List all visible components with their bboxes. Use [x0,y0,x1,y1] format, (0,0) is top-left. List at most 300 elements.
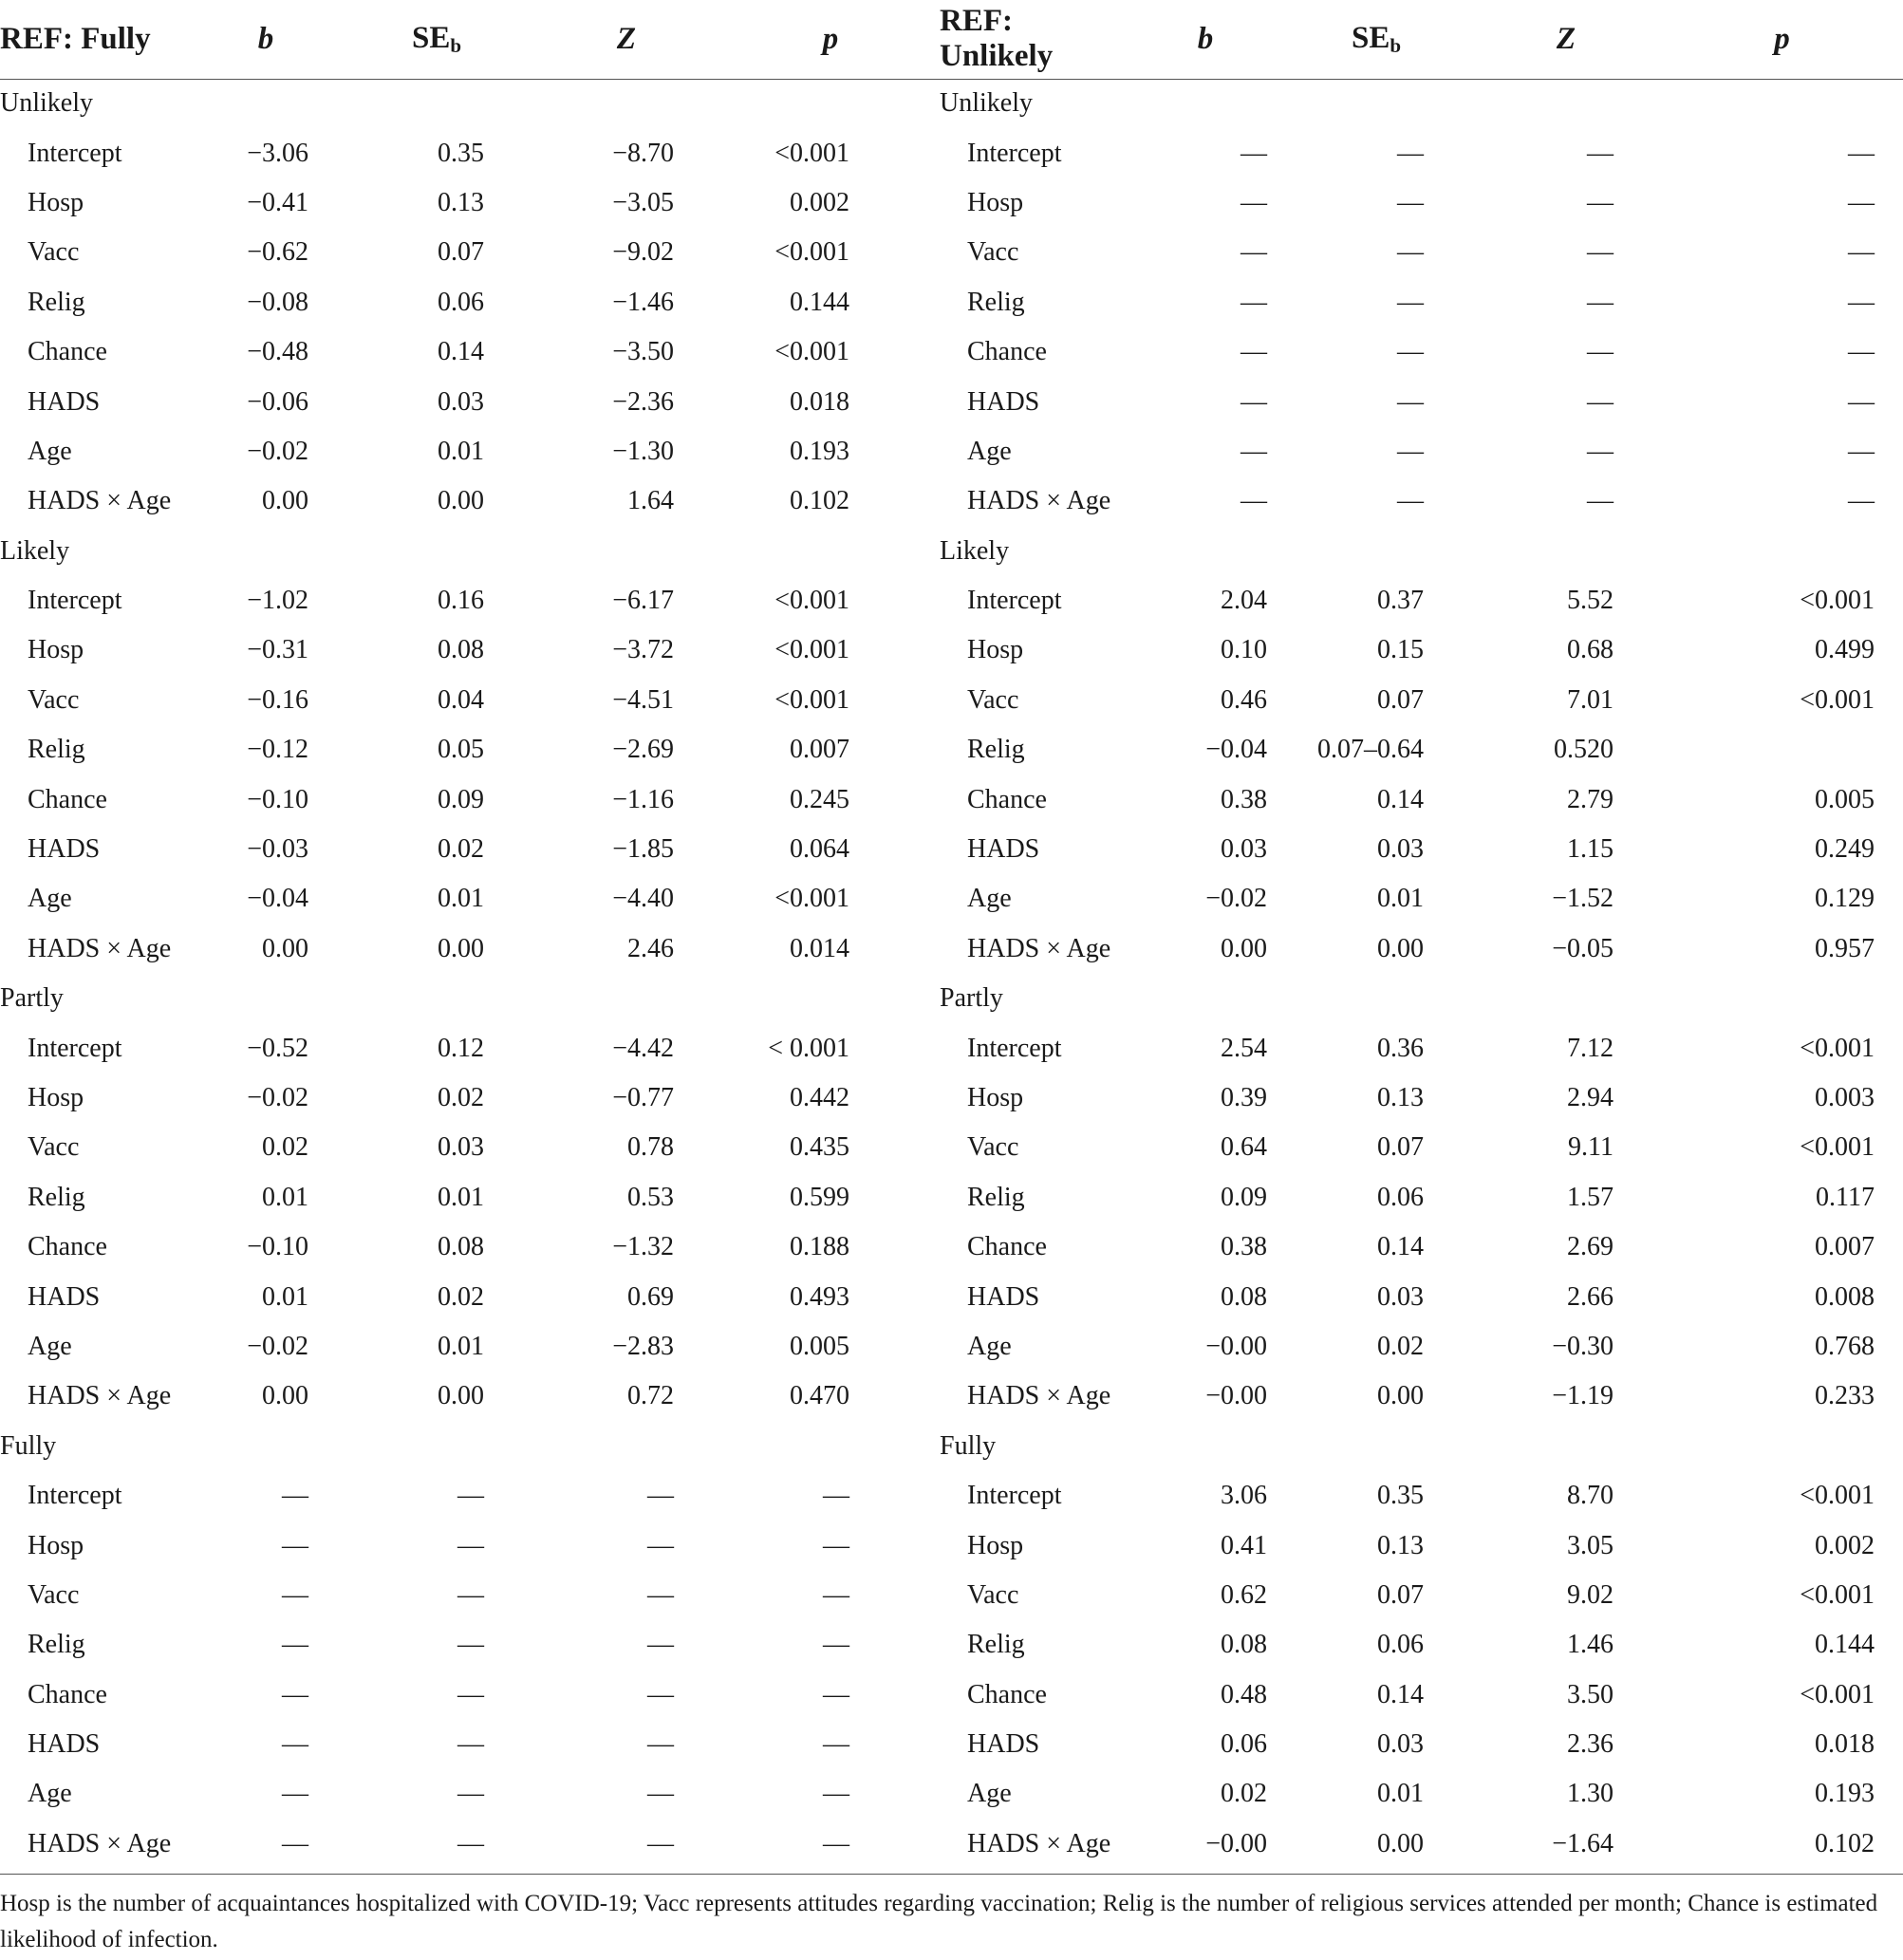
variable-label: Age [28,1779,72,1809]
cell-se: 0.01 [1377,1779,1424,1809]
cell-z: 2.46 [627,933,674,963]
se-header: $SE_b$ [1281,0,1471,79]
variable-label: Vacc [967,237,1019,268]
empty-cell [721,527,940,576]
cell-z: — [1587,138,1614,168]
cell-z: −1.30 [612,436,674,466]
variable-label: HADS × Age [28,933,172,963]
cell-se: 0.08 [438,635,484,665]
cell-b: −0.12 [247,735,308,765]
cell-se: 0.01 [438,1331,484,1361]
cell-b: −0.06 [247,386,308,417]
empty-cell [532,79,721,128]
variable-label: Age [967,1331,1012,1361]
cell-b: — [282,1481,308,1511]
cell-z: −1.46 [612,287,674,317]
cell-p: — [823,1828,849,1858]
cell-b: −0.04 [247,884,308,914]
empty-cell [721,974,940,1023]
table-row [0,676,1903,725]
cell-se: 0.00 [1377,1381,1424,1411]
variable-label: Chance [967,337,1047,367]
variable-label: HADS [967,1729,1040,1760]
empty-cell [1129,974,1281,1023]
cell-z: — [647,1579,674,1610]
cell-se: 0.02 [438,1083,484,1112]
cell-z: −0.30 [1552,1331,1614,1361]
cell-b: — [1241,187,1267,217]
table-row [0,725,1903,775]
cell-z: −2.69 [612,735,674,765]
variable-label: Relig [28,1182,85,1212]
cell-p: <0.001 [774,684,849,715]
cell-p: <0.001 [1800,1132,1875,1163]
cell-se: — [1397,436,1424,466]
variable-label: Vacc [28,237,80,268]
variable-label: Relig [967,1182,1025,1212]
cell-b: 0.01 [262,1182,308,1212]
cell-z: −1.52 [1552,884,1614,914]
empty-cell [190,1422,342,1471]
table-row [0,1571,1903,1620]
table-row [0,1372,1903,1421]
cell-p: 0.117 [1816,1182,1875,1212]
cell-b: — [1241,436,1267,466]
cell-p: <0.001 [774,138,849,168]
cell-z: −1.16 [612,784,674,814]
cell-z: −3.72 [612,635,674,665]
cell-p: — [823,1630,849,1660]
cell-z: 2.36 [1567,1729,1614,1760]
cell-se: 0.00 [1377,933,1424,963]
table-row [0,476,1903,526]
cell-se: — [457,1779,484,1809]
cell-p: — [1848,287,1875,317]
table-body [0,79,1903,1869]
cell-se: 0.06 [1377,1182,1424,1212]
table-row [0,377,1903,426]
variable-label: Age [967,884,1012,914]
cell-se: 0.03 [1377,834,1424,865]
group-row [0,1422,1903,1471]
cell-b: 0.08 [1221,1281,1267,1312]
variable-label: Intercept [967,138,1062,168]
cell-p: 0.144 [1815,1630,1875,1660]
cell-z: 9.02 [1567,1579,1614,1610]
cell-z: 2.94 [1567,1083,1614,1112]
cell-se: — [1397,138,1424,168]
cell-se: — [1397,386,1424,417]
cell-b: — [282,1630,308,1660]
group-label: Fully [940,1430,997,1461]
cell-se: 0.00 [438,933,484,963]
cell-se: — [457,1579,484,1610]
variable-label: Hosp [967,1083,1024,1112]
empty-cell [1661,79,1903,128]
variable-label: Age [28,884,72,914]
cell-se: 0.16 [438,586,484,616]
variable-label: Age [967,1779,1012,1809]
variable-label: Vacc [28,1579,80,1610]
cell-p: 0.003 [1815,1083,1875,1112]
empty-cell [1281,1422,1471,1471]
cell-z: −9.02 [612,237,674,268]
cell-b: 3.06 [1221,1481,1267,1511]
group-label: Partly [0,983,64,1014]
cell-b: 0.48 [1221,1679,1267,1709]
cell-se: 0.13 [1377,1083,1424,1112]
cell-z: 1.46 [1567,1630,1614,1660]
group-label: Partly [940,983,1003,1014]
empty-cell [1129,79,1281,128]
cell-p: <0.001 [774,337,849,367]
cell-b: −0.00 [1205,1331,1267,1361]
cell-z: 0.68 [1567,635,1614,665]
cell-p: <0.001 [1800,1679,1875,1709]
cell-se: — [457,1828,484,1858]
cell-p: — [1848,237,1875,268]
cell-z: — [647,1729,674,1760]
cell-z: 3.05 [1567,1530,1614,1560]
variable-label: Vacc [967,1579,1019,1610]
group-row [0,527,1903,576]
cell-p: 0.064 [790,834,849,865]
b-header: b [190,0,342,79]
cell-se: 0.08 [438,1232,484,1262]
cell-z: — [1587,436,1614,466]
cell-p: — [823,1481,849,1511]
cell-p: 0.018 [1815,1729,1875,1760]
cell-b: 0.62 [1221,1579,1267,1610]
cell-p: — [823,1530,849,1560]
variable-label: Chance [28,337,107,367]
cell-z: 2.66 [1567,1281,1614,1312]
cell-se: 0.06 [438,287,484,317]
cell-se: 0.14 [1377,1232,1424,1262]
variable-label: Hosp [967,187,1024,217]
cell-p: — [1848,436,1875,466]
empty-cell [342,79,532,128]
variable-label: Vacc [28,1132,80,1163]
cell-p: 0.768 [1815,1331,1875,1361]
cell-se: 0.00 [1377,1828,1424,1858]
variable-label: Chance [967,1679,1047,1709]
cell-z: 0.78 [627,1132,674,1163]
cell-p: 0.435 [790,1132,849,1163]
cell-z: — [1587,187,1614,217]
empty-cell [532,527,721,576]
cell-p: 0.493 [790,1281,849,1312]
cell-z: — [647,1630,674,1660]
variable-label: Chance [28,1232,107,1262]
cell-b: 0.01 [262,1281,308,1312]
variable-label: Vacc [967,684,1019,715]
cell-z: 0.53 [627,1182,674,1212]
cell-b: 0.39 [1221,1083,1267,1112]
variable-label: Relig [967,1630,1025,1660]
cell-se: — [457,1679,484,1709]
cell-p: 0.005 [1815,784,1875,814]
variable-label: Intercept [28,138,122,168]
p-header: p [721,0,940,79]
variable-label: HADS × Age [967,1381,1111,1411]
table-row [0,1671,1903,1720]
cell-p: 0.245 [790,784,849,814]
cell-p: — [1848,386,1875,417]
cell-b: −0.00 [1205,1381,1267,1411]
cell-se: 0.02 [438,834,484,865]
variable-label: Chance [28,1679,107,1709]
cell-z: — [1587,337,1614,367]
cell-p: 0.002 [1815,1530,1875,1560]
cell-z: 0.520 [1554,735,1614,765]
cell-z: — [647,1530,674,1560]
cell-b: — [1241,237,1267,268]
cell-se: 0.12 [438,1033,484,1063]
cell-b: 0.00 [262,933,308,963]
table-row [0,874,1903,924]
cell-z: — [1587,287,1614,317]
cell-b: 0.00 [262,486,308,516]
cell-z: −4.42 [612,1033,674,1063]
cell-se: 0.03 [1377,1281,1424,1312]
cell-b: 0.06 [1221,1729,1267,1760]
empty-cell [342,974,532,1023]
variable-label: Relig [28,735,85,765]
cell-b: — [1241,486,1267,516]
cell-z: 1.30 [1567,1779,1614,1809]
cell-p: 0.193 [1815,1779,1875,1809]
cell-se: 0.14 [438,337,484,367]
cell-p: <0.001 [774,635,849,665]
cell-b: −1.02 [247,586,308,616]
cell-z: — [647,1679,674,1709]
empty-cell [1471,974,1661,1023]
cell-p: <0.001 [1800,586,1875,616]
table-row [0,1173,1903,1223]
cell-z: 0.72 [627,1381,674,1411]
table-row [0,1023,1903,1073]
cell-p: 0.014 [790,933,849,963]
cell-b: 0.38 [1221,784,1267,814]
cell-b: — [1241,337,1267,367]
table-row [0,1620,1903,1670]
cell-p: — [1848,337,1875,367]
cell-b: 0.64 [1221,1132,1267,1163]
variable-label: Hosp [967,635,1024,665]
empty-cell [1471,1422,1661,1471]
variable-label: Intercept [28,1481,122,1511]
cell-p: 0.007 [790,735,849,765]
variable-label: HADS × Age [28,486,172,516]
cell-b: −0.02 [247,436,308,466]
cell-se: 0.00 [438,1381,484,1411]
cell-p [1661,725,1903,775]
cell-p: 0.008 [1815,1281,1875,1312]
cell-p: 0.129 [1815,884,1875,914]
cell-p: 0.002 [790,187,849,217]
table-row [0,427,1903,476]
cell-b: — [1241,138,1267,168]
cell-z: −1.32 [612,1232,674,1262]
table-row [0,1471,1903,1521]
cell-se: — [1397,237,1424,268]
cell-z: 0.69 [627,1281,674,1312]
group-label: Fully [0,1430,57,1461]
cell-p: 0.018 [790,386,849,417]
empty-cell [1281,79,1471,128]
variable-label: Intercept [28,586,122,616]
table-row [0,1272,1903,1321]
variable-label: Chance [967,1232,1047,1262]
cell-z: −4.51 [612,684,674,715]
cell-p: 0.007 [1815,1232,1875,1262]
variable-label: HADS [967,1281,1040,1312]
cell-se: 0.05 [438,735,484,765]
cell-b: 0.02 [262,1132,308,1163]
table-row [0,924,1903,974]
se-header: $SE_b$ [342,0,532,79]
table-row [0,1123,1903,1172]
cell-se: 0.13 [438,187,484,217]
empty-cell [1661,527,1903,576]
left-ref-header: REF: Fully [0,0,190,79]
cell-z: −1.64 [1552,1828,1614,1858]
cell-z: 2.69 [1567,1232,1614,1262]
cell-se: 0.36 [1377,1033,1424,1063]
cell-z: 1.64 [627,486,674,516]
group-label: Likely [940,535,1010,566]
variable-label: HADS × Age [967,933,1111,963]
variable-label: Chance [28,784,107,814]
table-row [0,625,1903,675]
empty-cell [190,527,342,576]
cell-b: 0.03 [1221,834,1267,865]
cell-se: 0.15 [1377,635,1424,665]
cell-b: −0.08 [247,287,308,317]
header-row [0,0,1903,79]
cell-b: −0.00 [1205,1828,1267,1858]
cell-p: 0.193 [790,436,849,466]
cell-z: 7.12 [1567,1033,1614,1063]
cell-z: 1.15 [1567,834,1614,865]
empty-cell [342,1422,532,1471]
cell-p: <0.001 [774,884,849,914]
cell-b: — [1241,287,1267,317]
right-ref-header: REF: Unlikely [940,0,1129,79]
b-header: b [1129,0,1281,79]
cell-p: 0.442 [790,1083,849,1112]
cell-b: 2.04 [1221,586,1267,616]
cell-p: <0.001 [774,586,849,616]
variable-label: HADS [28,1729,101,1760]
cell-b: — [1241,386,1267,417]
cell-se: — [457,1481,484,1511]
cell-se: 0.07 [1377,1132,1424,1163]
cell-b: −3.06 [247,138,308,168]
cell-b: — [282,1530,308,1560]
cell-p: 0.599 [790,1182,849,1212]
variable-label: Vacc [28,684,80,715]
cell-se: 0.35 [1377,1481,1424,1511]
cell-se: 0.14 [1377,1679,1424,1709]
empty-cell [190,974,342,1023]
cell-b: 0.00 [1221,933,1267,963]
table-row [0,228,1903,277]
cell-z: — [647,1779,674,1809]
cell-p: — [823,1779,849,1809]
cell-se: 0.03 [438,386,484,417]
cell-p: <0.001 [774,237,849,268]
cell-p: — [1848,187,1875,217]
cell-p: — [823,1579,849,1610]
table-row [0,327,1903,377]
table-row [0,825,1903,874]
cell-se: 0.07 [438,237,484,268]
cell-b: −0.02 [1205,884,1267,914]
variable-label: Intercept [28,1033,122,1063]
table-row [0,178,1903,228]
cell-p: 0.233 [1815,1381,1875,1411]
cell-b: −0.10 [247,1232,308,1262]
cell-se: 0.06 [1377,1630,1424,1660]
cell-z: −2.36 [612,386,674,417]
variable-label: Relig [28,1630,85,1660]
empty-cell [532,1422,721,1471]
variable-label: HADS [28,386,101,417]
variable-label: HADS × Age [967,1828,1111,1858]
cell-p: <0.001 [1800,1579,1875,1610]
cell-b: — [282,1779,308,1809]
variable-label: Hosp [28,1083,84,1112]
cell-se: — [1397,287,1424,317]
variable-label: Hosp [967,1530,1024,1560]
cell-b: — [282,1828,308,1858]
cell-p: — [823,1729,849,1760]
variable-label: Chance [967,784,1047,814]
empty-cell [342,527,532,576]
cell-se: 0.03 [1377,1729,1424,1760]
cell-p: — [1848,138,1875,168]
cell-p: <0.001 [1800,684,1875,715]
empty-cell [1281,974,1471,1023]
variable-label: Age [28,436,72,466]
cell-p: — [1848,486,1875,516]
cell-z: −8.70 [612,138,674,168]
cell-se: 0.03 [438,1132,484,1163]
cell-z: — [1587,237,1614,268]
cell-b: 0.10 [1221,635,1267,665]
table-row [0,1720,1903,1769]
cell-se: 0.04 [438,684,484,715]
cell-se: — [457,1530,484,1560]
cell-b: −0.31 [247,635,308,665]
variable-label: Hosp [28,187,84,217]
cell-b: 0.38 [1221,1232,1267,1262]
cell-b: 0.41 [1221,1530,1267,1560]
cell-se: 0.13 [1377,1530,1424,1560]
table-row [0,1769,1903,1819]
cell-z: — [1587,386,1614,417]
empty-cell [1129,527,1281,576]
cell-b: — [282,1729,308,1760]
cell-z: 2.79 [1567,784,1614,814]
cell-b: — [282,1579,308,1610]
cell-b: −0.10 [247,784,308,814]
cell-z: −3.05 [612,187,674,217]
cell-b: 0.08 [1221,1630,1267,1660]
empty-cell [190,79,342,128]
